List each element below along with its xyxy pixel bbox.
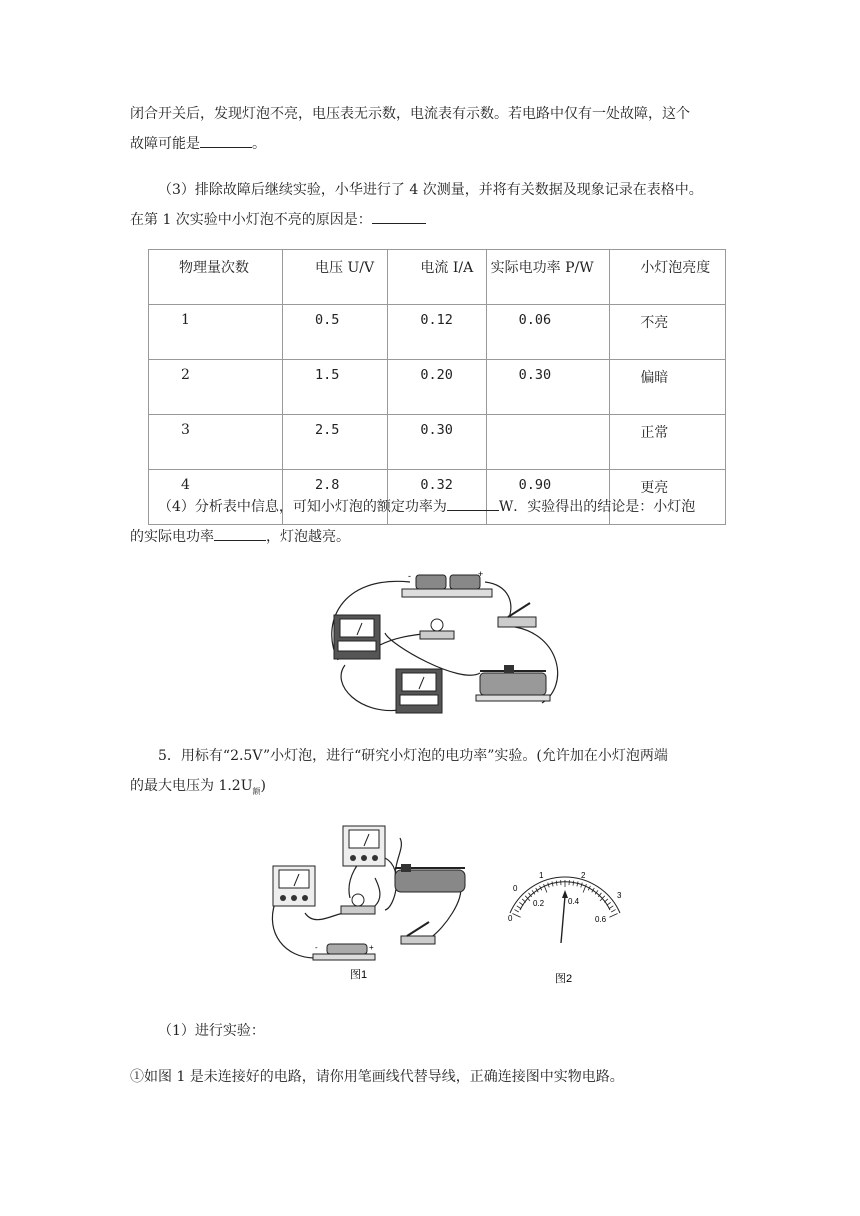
- dial-inner-tick-label: 0.2: [533, 899, 545, 908]
- q3-fault-line1: 闭合开关后，发现灯泡不亮，电压表无示数，电流表有示数。若电路中仅有一处故障，这个: [130, 106, 690, 122]
- answer-blank-conclusion[interactable]: [214, 524, 266, 541]
- dial-tick: [609, 913, 617, 917]
- table-header-row: [149, 250, 726, 305]
- q3-part3-line1: （3）排除故障后继续实验，小华进行了 4 次测量，并将有关数据及现象记录在表格中。: [158, 182, 703, 198]
- table-cell: 1.5: [283, 360, 388, 415]
- dial-outer-tick-label: 1: [539, 871, 544, 880]
- answer-blank-reason[interactable]: [372, 207, 426, 224]
- rheostat-icon: [395, 864, 465, 892]
- battery-icon: [402, 569, 492, 597]
- circuit-figure-2: [265, 818, 635, 993]
- table-cell: 3: [149, 415, 283, 470]
- table-cell: 更亮: [610, 470, 726, 525]
- table-header-cell: 小灯泡亮度: [610, 250, 726, 305]
- q5-line1: 5．用标有“2.5V”小灯泡，进行“研究小灯泡的电功率”实验。(允许加在小灯泡两端: [158, 748, 668, 764]
- circuit-figure-1: [320, 565, 580, 725]
- dial-inner-tick-label: 0.6: [595, 915, 607, 924]
- q5-part1-heading: （1）进行实验：: [158, 1023, 265, 1039]
- dial-outer-tick-label: 3: [617, 891, 622, 900]
- table-cell: 0.20: [388, 360, 486, 415]
- q3-part3-line2: 在第 1 次实验中小灯泡不亮的原因是：: [130, 205, 730, 235]
- battery-plus-label: +: [369, 943, 374, 952]
- measurement-table: [148, 249, 726, 525]
- dial-inner-tick-label: 0.4: [568, 897, 580, 906]
- q3-part4-text: [130, 492, 730, 552]
- ammeter-icon: [273, 866, 315, 906]
- dial-tick: [556, 881, 557, 886]
- answer-blank-fault[interactable]: [200, 131, 252, 148]
- table-cell: 0.32: [388, 470, 486, 525]
- table-cell: 偏暗: [610, 360, 726, 415]
- dial-tick: [552, 881, 553, 886]
- table-header-cell: 物理量次数: [149, 250, 283, 305]
- dial-outer-tick-label: 0: [513, 884, 518, 893]
- dial-tick: [573, 881, 574, 886]
- battery-minus-label: -: [408, 571, 411, 581]
- figure-caption-1: 图1: [350, 969, 368, 981]
- dial-tick: [609, 906, 613, 909]
- q5-part1-item: [130, 1062, 730, 1092]
- table-header-cell: 电压 U/V: [283, 250, 388, 305]
- table-cell: 2.8: [283, 470, 388, 525]
- table-cell: 0.5: [283, 305, 388, 360]
- table-cell: 0.90: [486, 470, 610, 525]
- table-cell: 0.30: [388, 415, 486, 470]
- table-cell: 2.5: [283, 415, 388, 470]
- voltmeter-icon: [343, 826, 385, 866]
- dial-tick: [577, 881, 578, 886]
- figure-caption-2: 图2: [555, 973, 573, 985]
- q5-line2: 的最大电压为 $1.2U_额$): [130, 778, 266, 796]
- table-cell-empty[interactable]: [486, 415, 610, 470]
- q3-part3-text: [130, 175, 730, 235]
- answer-blank-rated-power[interactable]: [447, 494, 499, 511]
- table-row: [149, 415, 726, 470]
- dial-tick: [514, 910, 518, 912]
- battery-minus-label: -: [315, 943, 318, 952]
- table-header-cell: 实际电功率 P/W: [486, 250, 610, 305]
- bulb-icon: [341, 894, 375, 914]
- voltmeter-icon: [396, 669, 442, 713]
- ammeter-icon: [334, 615, 380, 659]
- q3-fault-line2: 故障可能是 。: [130, 129, 730, 159]
- table-cell: 4: [149, 470, 283, 525]
- switch-icon: [401, 922, 435, 944]
- table-header-cell: 电流 I/A: [388, 250, 486, 305]
- table-row: [149, 360, 726, 415]
- battery-plus-label: +: [478, 569, 484, 579]
- switch-icon: [498, 603, 536, 627]
- table-cell: 2: [149, 360, 283, 415]
- table-cell: 不亮: [610, 305, 726, 360]
- dial-inner-tick-label: 0: [508, 914, 513, 923]
- q3-part4-line1: （4）分析表中信息，可知小灯泡的额定功率为 W．实验得出的结论是：小灯泡: [130, 492, 730, 522]
- bulb-icon: [420, 619, 454, 639]
- table-cell: 0.06: [486, 305, 610, 360]
- battery-icon: [313, 943, 375, 960]
- table-cell: 0.12: [388, 305, 486, 360]
- dial-tick: [512, 913, 520, 917]
- table-cell: 1: [149, 305, 283, 360]
- dial-needle: [561, 896, 565, 943]
- dial-tick: [611, 910, 615, 912]
- q5-part1-item1: ①如图 1 是未连接好的电路，请你用笔画线代替导线，正确连接图中实物电路。: [130, 1069, 624, 1085]
- meter-dial: [508, 871, 622, 943]
- dial-tick: [607, 902, 611, 905]
- dial-outer-tick-label: 2: [581, 871, 586, 880]
- table-cell: 0.30: [486, 360, 610, 415]
- table-cell: 正常: [610, 415, 726, 470]
- dial-tick: [517, 906, 521, 909]
- q5-text: [130, 741, 730, 807]
- rheostat-icon: [476, 665, 550, 701]
- q3-part4-line2: 的实际电功率 ，灯泡越亮。: [130, 522, 730, 552]
- table-row: [149, 305, 726, 360]
- q5-part1: [130, 1016, 730, 1046]
- dial-tick: [519, 902, 523, 905]
- q3-fault-text: [130, 99, 730, 159]
